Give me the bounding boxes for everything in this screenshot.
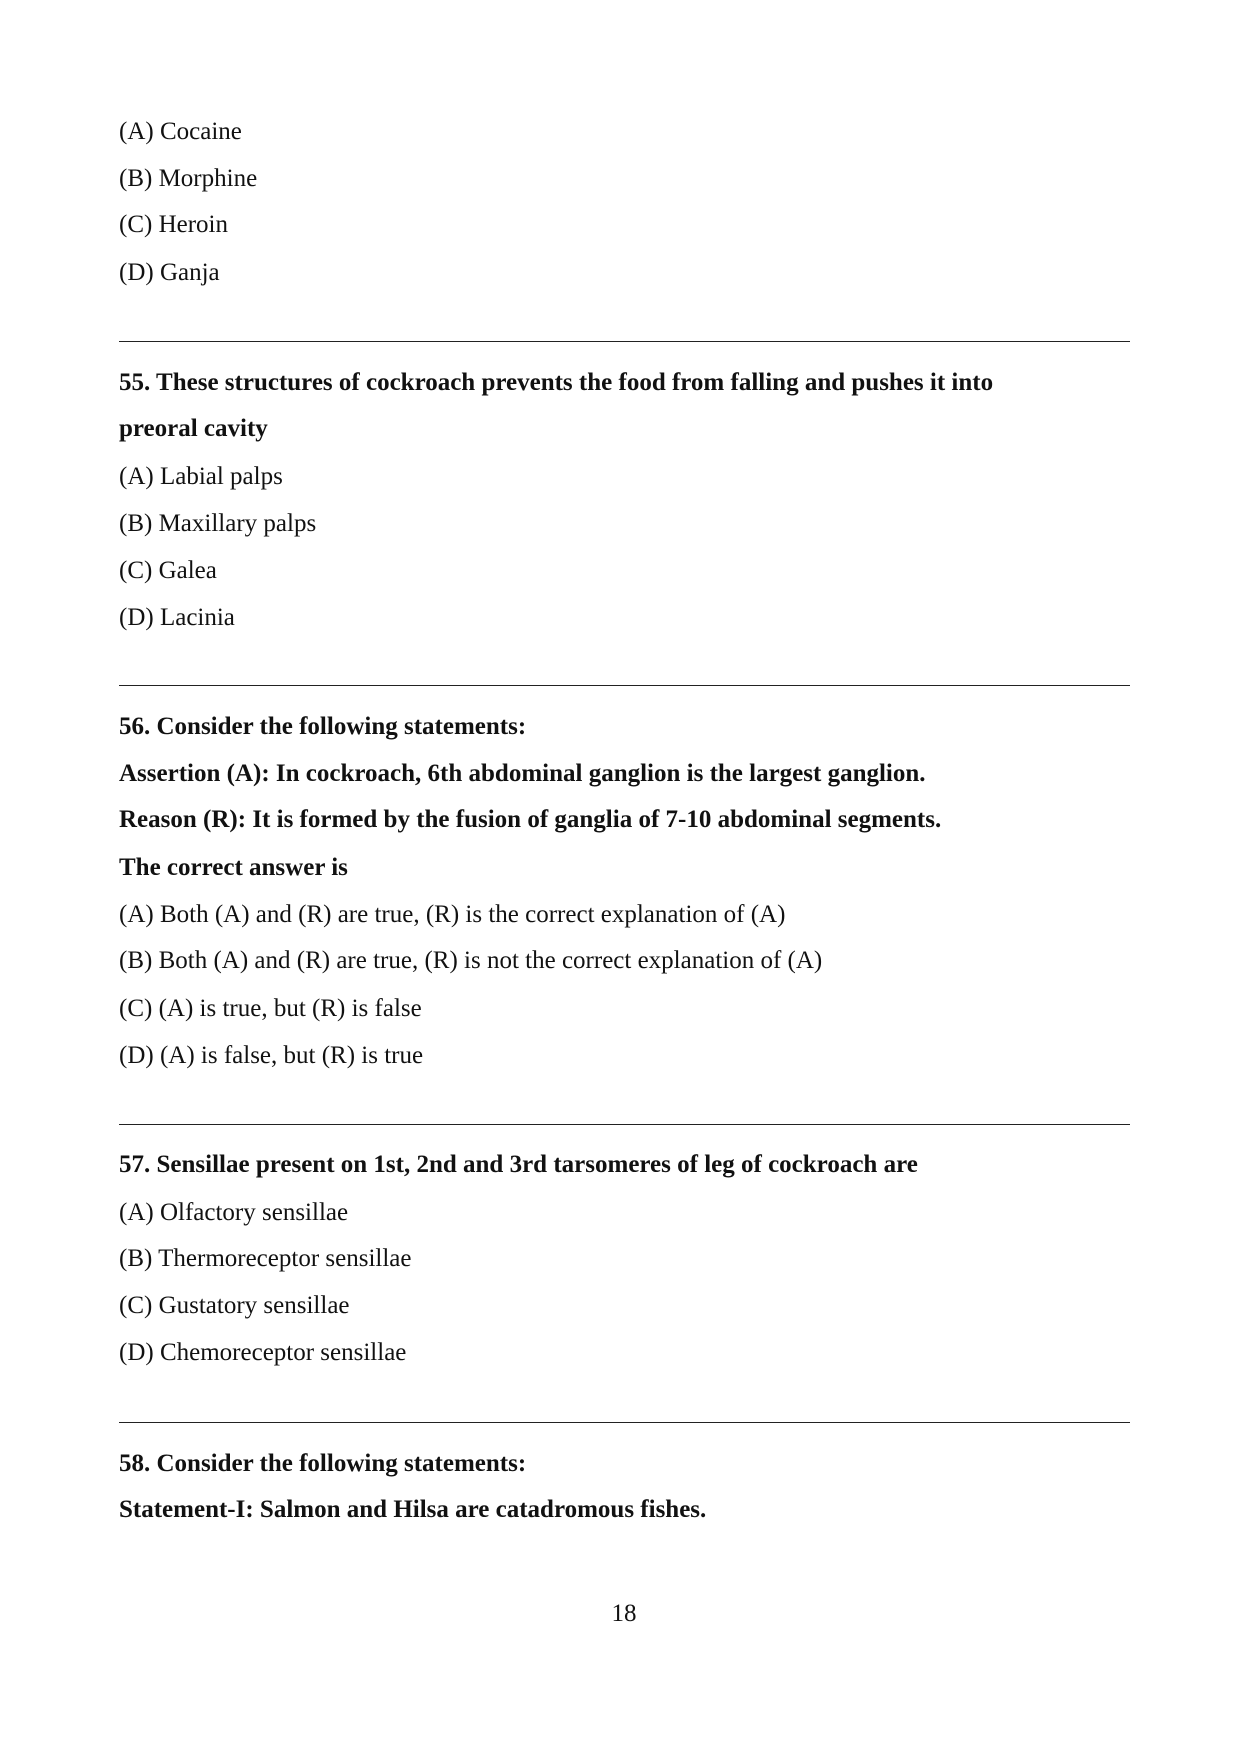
question-text: 58. Consider the following statements: (119, 1450, 527, 1477)
divider (119, 1422, 1130, 1423)
question-text: 55. These structures of cockroach prevents the food from falling and pushes it into (119, 369, 994, 396)
option-b: (B) Maxillary palps (119, 510, 317, 537)
option-a: (A) Labial palps (119, 463, 283, 490)
statement-1: Statement-I: Salmon and Hilsa are catadromous fishes. (119, 1496, 707, 1523)
answer-prompt: The correct answer is (119, 854, 348, 881)
divider (119, 685, 1130, 686)
option-b: (B) Both (A) and (R) are true, (R) is not the correct explanation of (A) (119, 947, 823, 974)
question-text: 56. Consider the following statements: (119, 713, 527, 740)
option-c: (C) (A) is true, but (R) is false (119, 995, 422, 1022)
option-a: (A) Olfactory sensillae (119, 1199, 349, 1226)
option-a: (A) Cocaine (119, 118, 242, 145)
assertion: Assertion (A): In cockroach, 6th abdominal ganglion is the largest ganglion. (119, 760, 926, 787)
option-d: (D) Lacinia (119, 604, 235, 631)
option-d: (D) (A) is false, but (R) is true (119, 1042, 424, 1069)
divider (119, 341, 1130, 342)
option-c: (C) Galea (119, 557, 217, 584)
option-c: (C) Heroin (119, 211, 228, 238)
page-number: 18 (611, 1600, 637, 1627)
option-c: (C) Gustatory sensillae (119, 1292, 350, 1319)
question-text: 57. Sensillae present on 1st, 2nd and 3rd tarsomeres of leg of cockroach are (119, 1151, 918, 1178)
option-a: (A) Both (A) and (R) are true, (R) is the correct explanation of (A) (119, 901, 786, 928)
option-b: (B) Morphine (119, 165, 258, 192)
option-d: (D) Ganja (119, 259, 220, 286)
option-d: (D) Chemoreceptor sensillae (119, 1339, 407, 1366)
divider (119, 1124, 1130, 1125)
option-b: (B) Thermoreceptor sensillae (119, 1245, 412, 1272)
question-text-cont: preoral cavity (119, 415, 268, 442)
reason: Reason (R): It is formed by the fusion of ganglia of 7-10 abdominal segments. (119, 806, 942, 833)
